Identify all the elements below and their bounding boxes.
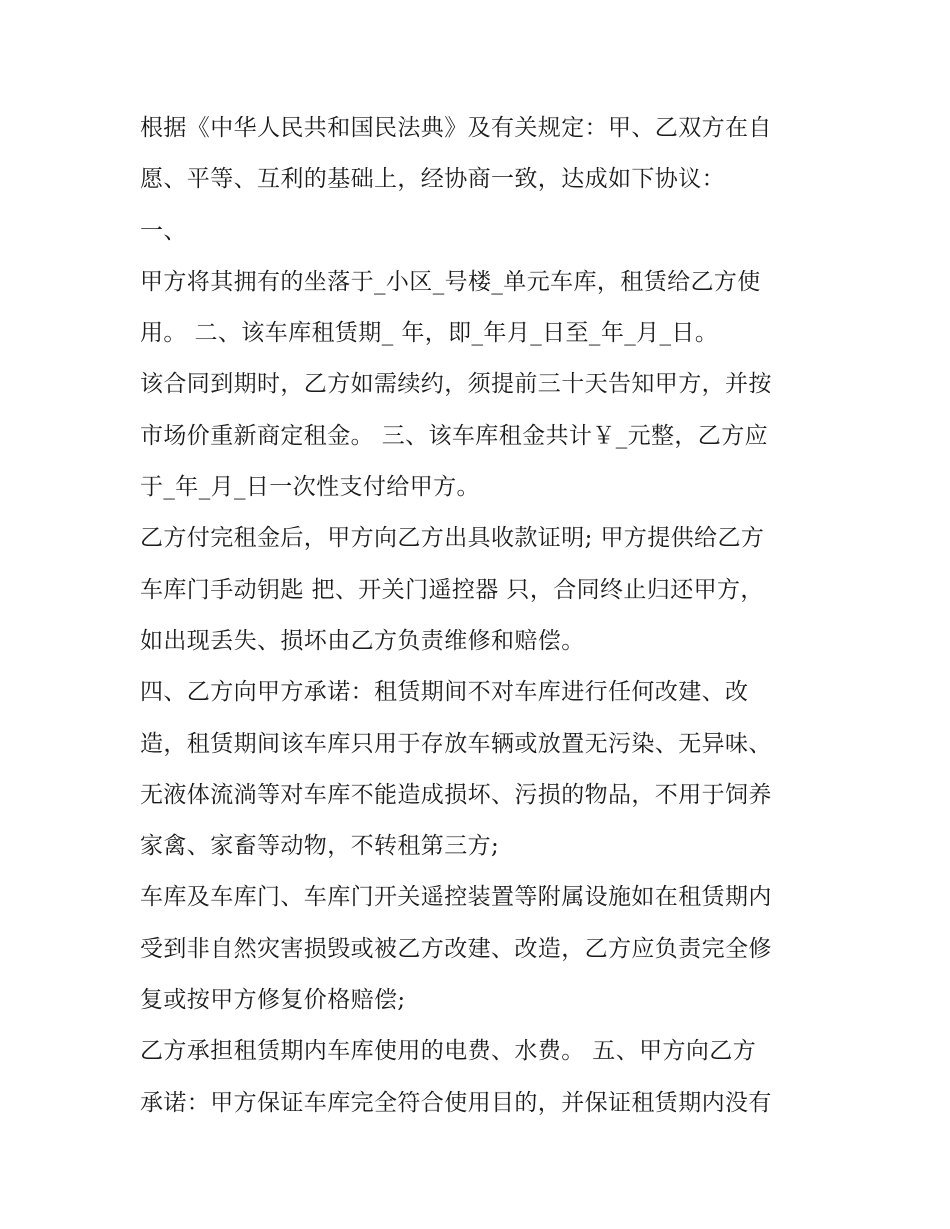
text-line: 无液体流淌等对车库不能造成损坏、污损的物品，不用于饲养 [140,781,772,808]
text-line: 车库及车库门、车库门开关遥控装置等附属设施如在租赁期内 [140,884,772,911]
section-heading: 一、 [140,217,187,244]
text-line: 车库门手动钥匙 把、开关门遥控器 只，合同终止归还甲方， [140,576,764,603]
text-line: 甲方将其拥有的坐落于_小区_号楼_单元车库，租赁给乙方使 [140,268,761,295]
text-line: 乙方付完租金后，甲方向乙方出具收款证明; 甲方提供给乙方 [140,525,765,552]
text-line: 造，租赁期间该车库只用于存放车辆或放置无污染、无异味、 [140,730,772,757]
text-line: 该合同到期时，乙方如需续约，须提前三十天告知甲方，并按 [140,371,772,398]
contract-text-body [140,103,820,1129]
text-line: 受到非自然灾害损毁或被乙方改建、改造，乙方应负责完全修 [140,935,772,962]
text-line: 四、乙方向甲方承诺：租赁期间不对车库进行任何改建、改 [140,679,749,706]
text-line: 于_年_月_日一次性支付给甲方。 [140,474,480,501]
text-line: 家禽、家畜等动物，不转租第三方; [140,833,500,860]
text-line: 乙方承担租赁期内车库使用的电费、水费。 五、甲方向乙方 [140,1038,757,1065]
text-line: 市场价重新商定租金。 三、该车库租金共计￥_元整，乙方应 [140,422,769,449]
text-line: 如出现丢失、损坏由乙方负责维修和赔偿。 [140,627,585,654]
text-line: 承诺：甲方保证车库完全符合使用目的，并保证租赁期内没有 [140,1089,772,1116]
text-line: 用。 二、该车库租赁期_ 年，即_年月_日至_年_月_日。 [140,320,719,347]
text-line: 愿、平等、互利的基础上，经协商一致，达成如下协议： [140,166,725,193]
text-line: 根据《中华人民共和国民法典》及有关规定：甲、乙双方在自 [140,115,772,141]
text-line: 复或按甲方修复价格赔偿; [140,987,406,1014]
